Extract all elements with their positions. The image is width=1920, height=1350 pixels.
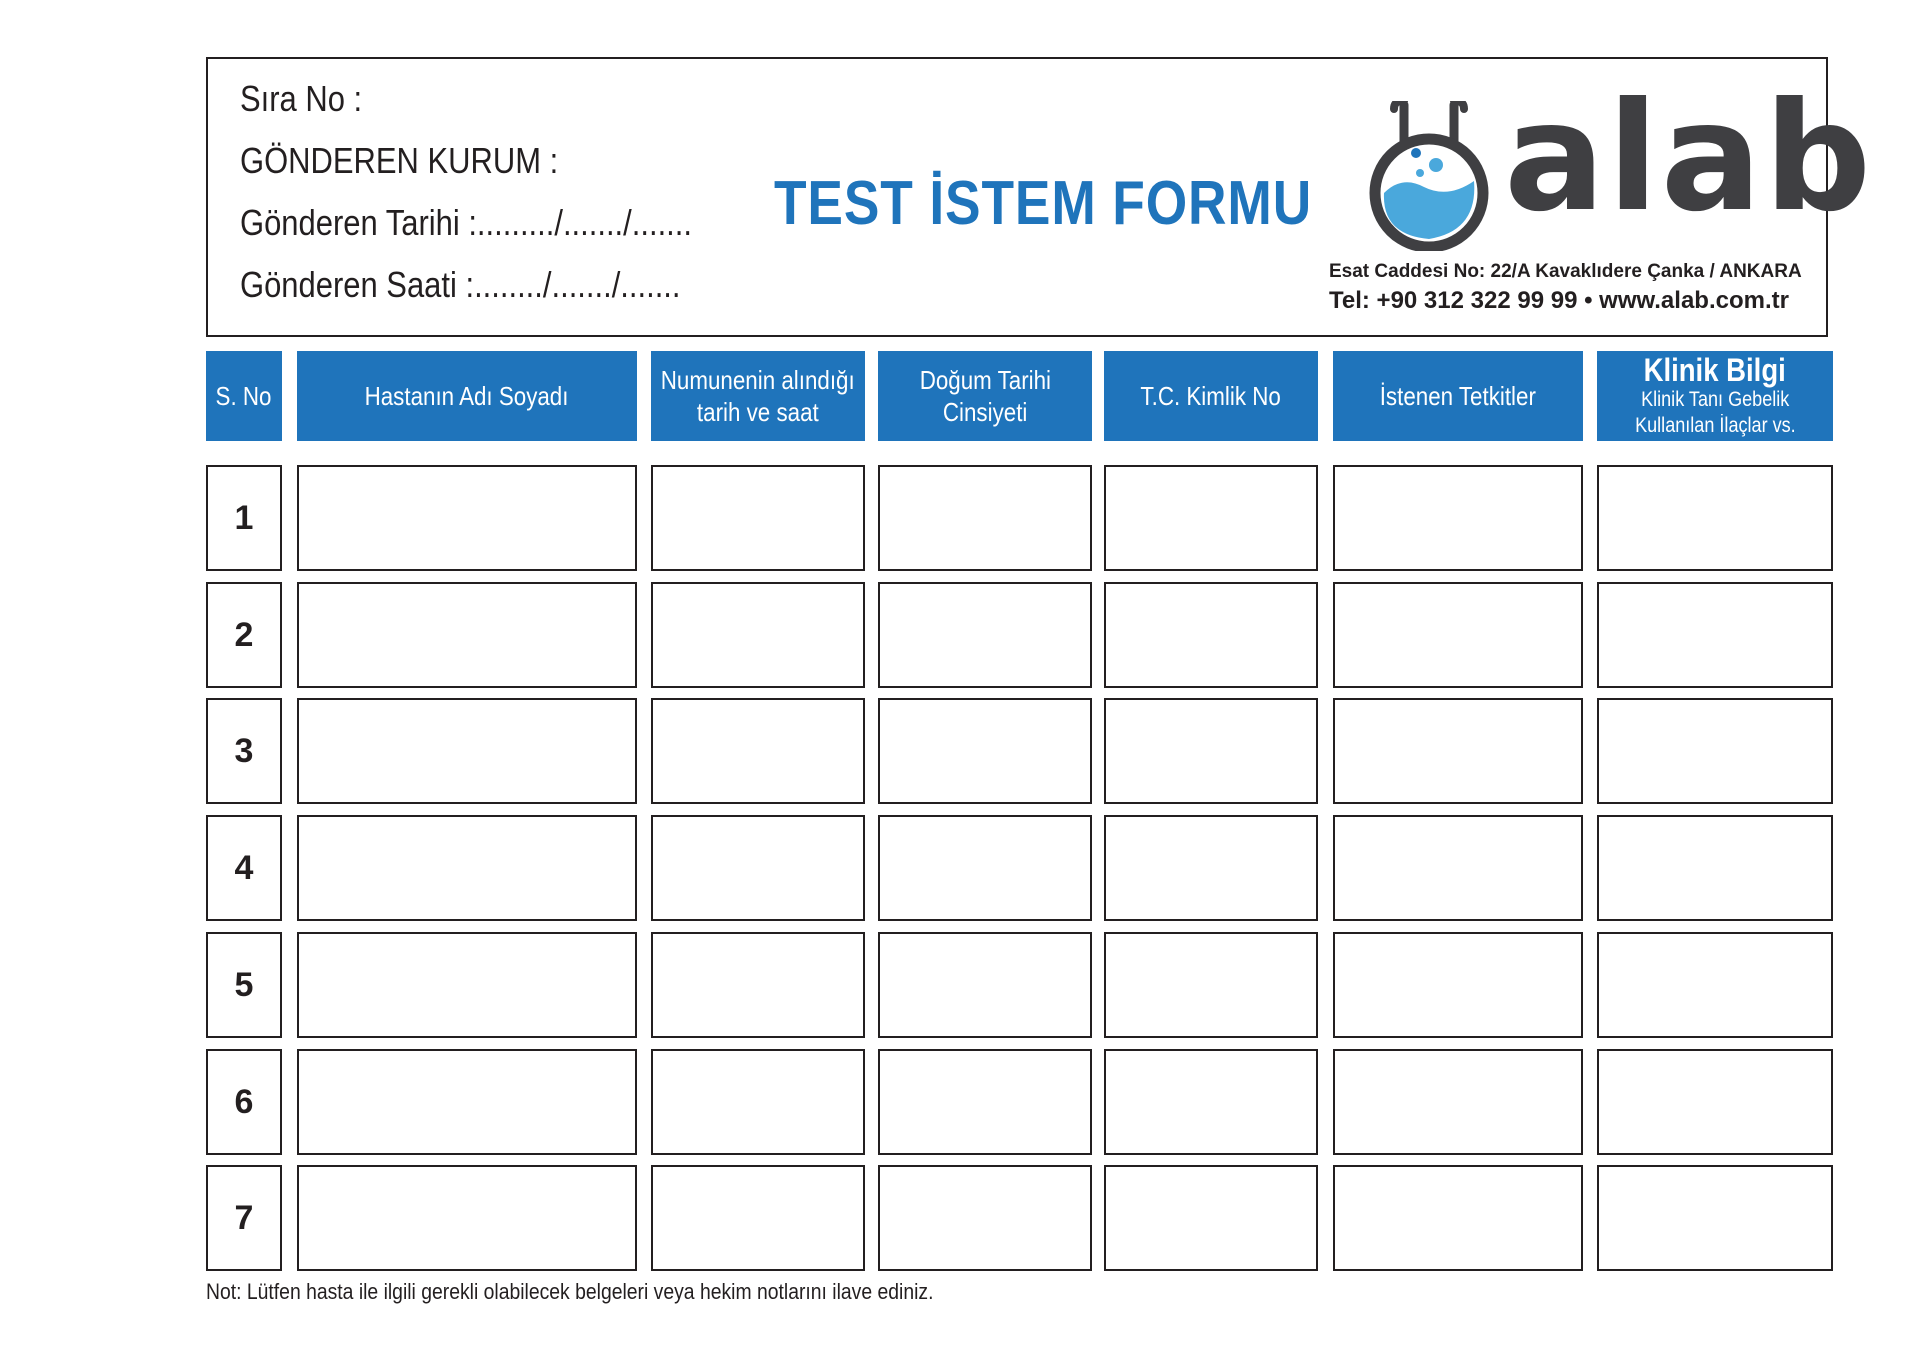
cell-tc-id[interactable]	[1104, 465, 1318, 571]
alab-logo	[1364, 71, 1874, 245]
cell-tc-id[interactable]	[1104, 932, 1318, 1038]
cell-name[interactable]	[297, 932, 637, 1038]
cell-tc-id[interactable]	[1104, 1049, 1318, 1155]
cell-name[interactable]	[297, 582, 637, 688]
cell-birth-gender[interactable]	[878, 932, 1092, 1038]
cell-sno: 7	[206, 1165, 282, 1271]
cell-tests[interactable]	[1333, 1049, 1583, 1155]
cell-name[interactable]	[297, 815, 637, 921]
cell-sno: 4	[206, 815, 282, 921]
cell-sample-time[interactable]	[651, 1049, 865, 1155]
sender-institution-field[interactable]: GÖNDEREN KURUM :	[240, 140, 559, 181]
cell-sample-time[interactable]	[651, 815, 865, 921]
cell-tests[interactable]	[1333, 582, 1583, 688]
cell-sno: 3	[206, 698, 282, 804]
cell-clinical-info[interactable]	[1597, 698, 1833, 804]
form-header	[206, 57, 1874, 337]
column-header-clinical-info: Klinik Bilgi Klinik Tanı Gebelik Kullanılan İlaçlar vs.	[1597, 351, 1833, 441]
flask-icon	[1364, 101, 1494, 251]
cell-clinical-info[interactable]	[1597, 582, 1833, 688]
column-header-tests: İstenen Tetkitler	[1333, 351, 1583, 441]
cell-birth-gender[interactable]	[878, 1165, 1092, 1271]
cell-sample-time[interactable]	[651, 582, 865, 688]
cell-sno: 1	[206, 465, 282, 571]
cell-birth-gender[interactable]	[878, 698, 1092, 804]
cell-tests[interactable]	[1333, 1165, 1583, 1271]
cell-sample-time[interactable]	[651, 698, 865, 804]
cell-tc-id[interactable]	[1104, 582, 1318, 688]
cell-tests[interactable]	[1333, 698, 1583, 804]
cell-sno: 5	[206, 932, 282, 1038]
cell-clinical-info[interactable]	[1597, 932, 1833, 1038]
cell-sample-time[interactable]	[651, 1165, 865, 1271]
cell-sno: 2	[206, 582, 282, 688]
send-date-field[interactable]: Gönderen Tarihi :........./......./.......	[240, 202, 692, 243]
cell-birth-gender[interactable]	[878, 465, 1092, 571]
cell-tests[interactable]	[1333, 932, 1583, 1038]
cell-sno: 6	[206, 1049, 282, 1155]
column-header-sno: S. No	[206, 351, 282, 441]
cell-name[interactable]	[297, 465, 637, 571]
column-header-birth-gender: Doğum Tarihi Cinsiyeti	[878, 351, 1092, 441]
cell-name[interactable]	[297, 1049, 637, 1155]
column-header-sample-time: Numunenin alındığı tarih ve saat	[651, 351, 865, 441]
cell-tests[interactable]	[1333, 465, 1583, 571]
cell-birth-gender[interactable]	[878, 582, 1092, 688]
cell-name[interactable]	[297, 1165, 637, 1271]
cell-clinical-info[interactable]	[1597, 1165, 1833, 1271]
cell-clinical-info[interactable]	[1597, 465, 1833, 571]
form-title: TEST İSTEM FORMU	[774, 169, 1313, 238]
footer-note: Not: Lütfen hasta ile ilgili gerekli olabilecek belgeleri veya hekim notlarını ilave ediniz.	[206, 1279, 934, 1304]
send-time-field[interactable]: Gönderen Saati :......../......./.......	[240, 264, 681, 305]
cell-tc-id[interactable]	[1104, 1165, 1318, 1271]
cell-tests[interactable]	[1333, 815, 1583, 921]
cell-sample-time[interactable]	[651, 465, 865, 571]
contact-info: Tel: +90 312 322 99 99 • www.alab.com.tr	[1329, 287, 1789, 314]
logo-wordmark: alab	[1504, 71, 1874, 245]
cell-birth-gender[interactable]	[878, 815, 1092, 921]
address: Esat Caddesi No: 22/A Kavaklıdere Çanka / ANKARA	[1329, 261, 1802, 282]
cell-tc-id[interactable]	[1104, 698, 1318, 804]
cell-birth-gender[interactable]	[878, 1049, 1092, 1155]
column-header-tc-id: T.C. Kimlik No	[1104, 351, 1318, 441]
cell-clinical-info[interactable]	[1597, 1049, 1833, 1155]
cell-sample-time[interactable]	[651, 932, 865, 1038]
sira-no-field[interactable]: Sıra No :	[240, 78, 363, 119]
column-header-name: Hastanın Adı Soyadı	[297, 351, 637, 441]
cell-clinical-info[interactable]	[1597, 815, 1833, 921]
cell-name[interactable]	[297, 698, 637, 804]
cell-tc-id[interactable]	[1104, 815, 1318, 921]
